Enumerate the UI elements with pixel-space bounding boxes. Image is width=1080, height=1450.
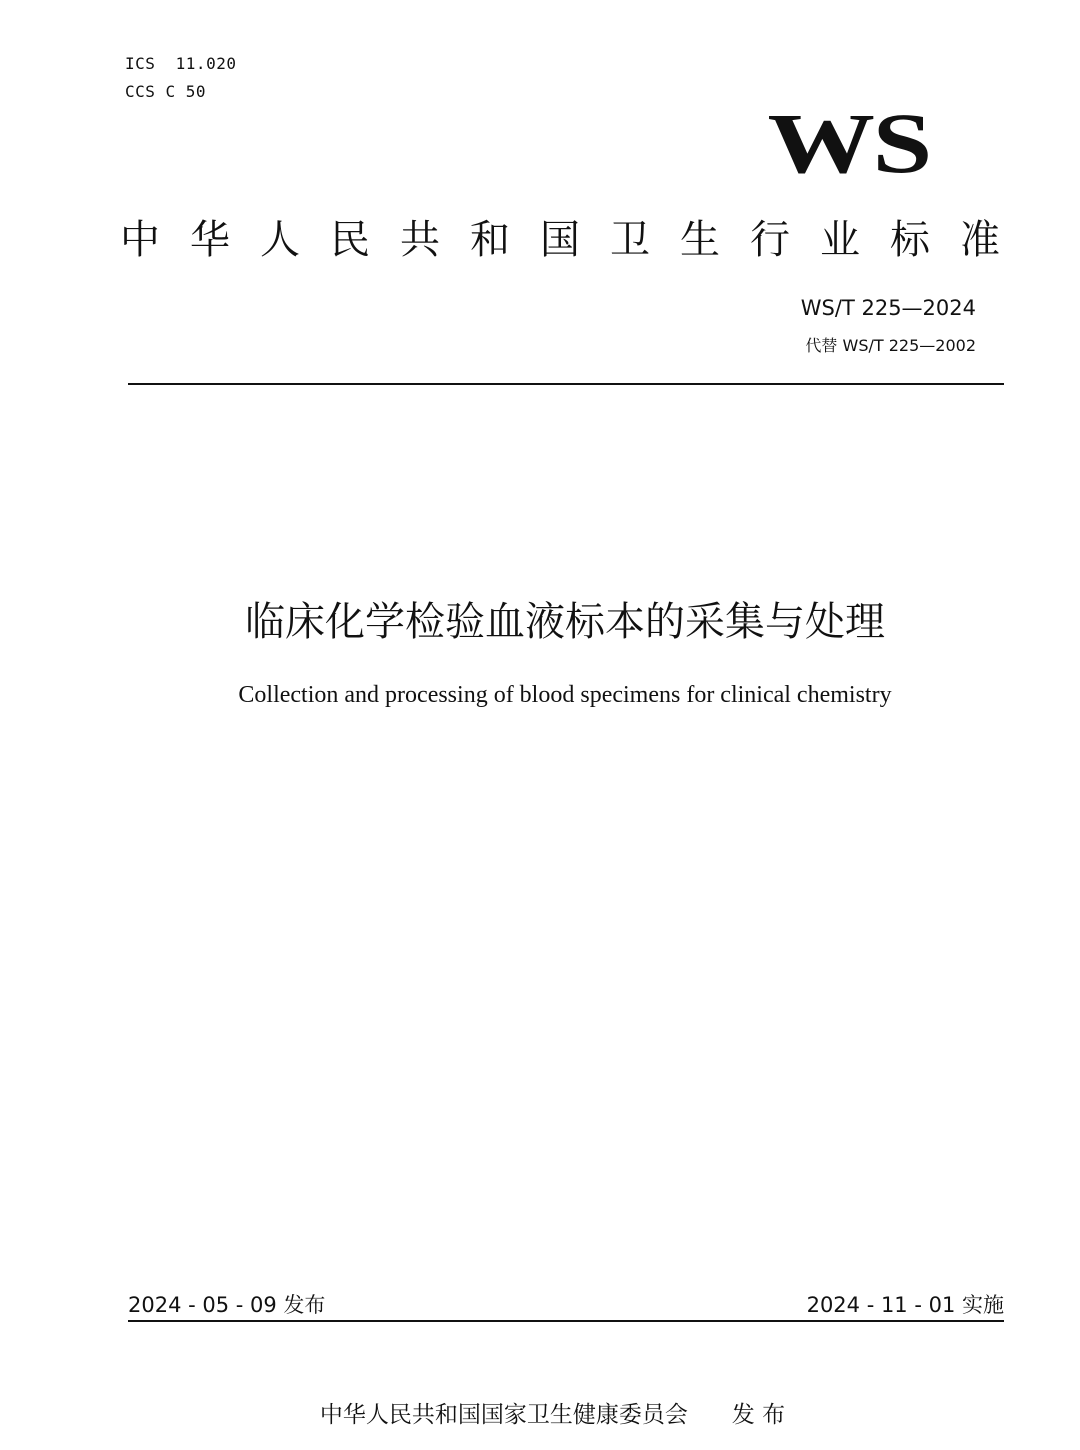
document-title-chinese: 临床化学检验血液标本的采集与处理 (245, 599, 885, 645)
ics-code: ICS 11.020 (125, 54, 237, 73)
bottom-divider (128, 1320, 1004, 1322)
standard-number: WS/T 225—2024 (800, 296, 976, 320)
issuing-authority: 中华人民共和国国家卫生健康委员会 发 布 (319, 1402, 786, 1428)
implementation-date: 2024 - 11 - 01 实施 (806, 1293, 1004, 1317)
issue-date: 2024 - 05 - 09 发布 (128, 1293, 326, 1317)
ws-logo: WS (767, 95, 930, 191)
top-divider (128, 383, 1004, 385)
document-title-english: Collection and processing of blood specimens for clinical chemistry (238, 682, 892, 708)
ccs-code: CCS C 50 (125, 82, 207, 101)
standard-category-title: 中华人民共和国卫生行业标准 (120, 217, 1030, 263)
replaces-standard: 代替 WS/T 225—2002 (805, 336, 976, 355)
